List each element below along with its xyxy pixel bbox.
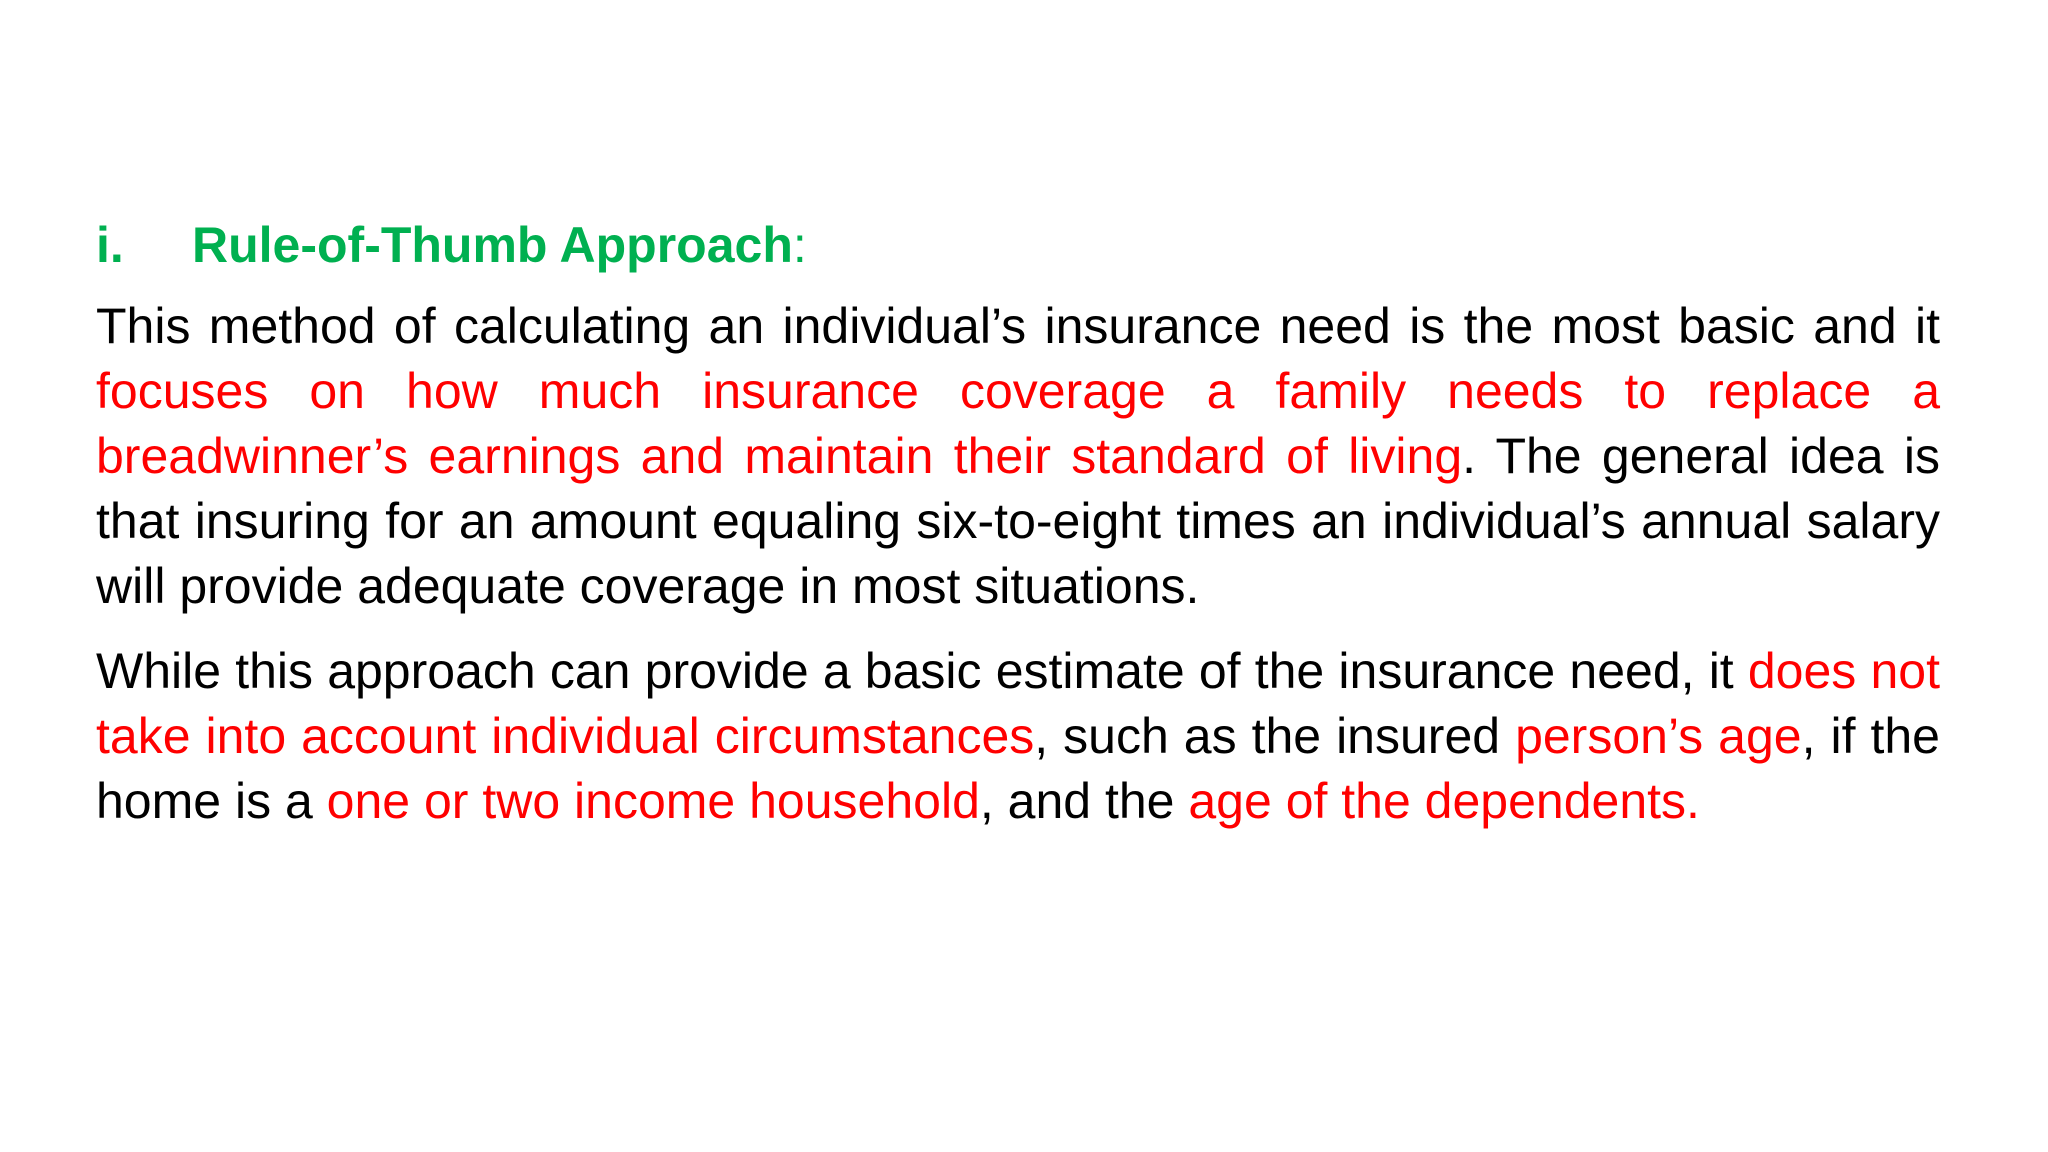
paragraph-2-segment-5: , if the home is a (96, 708, 1940, 829)
heading-text (192, 210, 807, 280)
paragraph-1-segment-3: . The general idea is that insuring for an amount equaling six-to-eight times an individual’s annual salary will provide adequate coverage in most situations. (96, 428, 1940, 614)
paragraph-1-segment-2: focuses on how much insurance coverage a family needs to replace a breadwinner’s earnings and maintain their standard of living (96, 363, 1940, 484)
paragraph-2-segment-6: one or two income household (326, 773, 980, 829)
paragraph-2-segment-8: age of the dependents. (1188, 773, 1700, 829)
paragraph-2-segment-7: , and the (979, 773, 1189, 829)
heading-title: Rule-of-Thumb Approach (192, 217, 793, 273)
paragraph-2-segment-4: person’s age (1515, 708, 1802, 764)
slide-content (96, 210, 1940, 854)
section-heading (96, 210, 1940, 280)
heading-number: i. (96, 217, 124, 273)
paragraph-1 (96, 294, 1940, 619)
paragraph-2-segment-1: While this approach can provide a basic estimate of the insurance need, it (96, 643, 1748, 699)
paragraph-1-segment-1: This method of calculating an individual’s insurance need is the most basic and it (96, 298, 1940, 354)
paragraph-2 (96, 639, 1940, 834)
paragraph-2-segment-3: , such as the insured (1034, 708, 1516, 764)
heading-suffix: : (792, 217, 807, 273)
paragraph-2-segment-2: does not take into account individual circumstances (96, 643, 1940, 764)
